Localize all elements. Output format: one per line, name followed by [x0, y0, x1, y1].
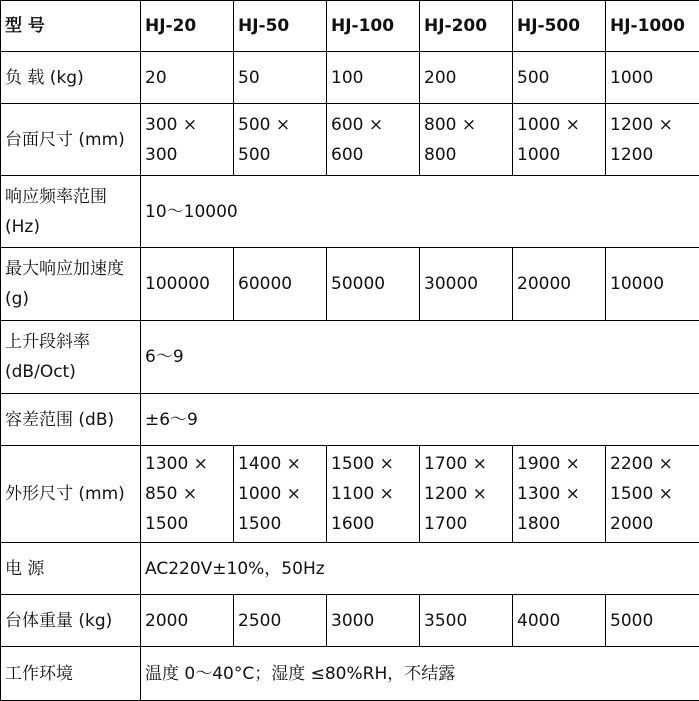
weight-cell: 2500 — [234, 595, 327, 647]
row-label-max-accel: 最大响应加速度 (g) — [1, 248, 141, 321]
header-model: HJ-500 — [513, 1, 606, 52]
row-label-environment: 工作环境 — [1, 647, 141, 701]
weight-cell: 2000 — [141, 595, 234, 647]
row-slope — [1, 321, 699, 394]
row-outer-size — [1, 446, 699, 543]
outer-size-cell: 1700 × 1200 × 1700 — [420, 446, 513, 543]
table-size-cell: 600 × 600 — [327, 104, 420, 176]
max-accel-cell: 20000 — [513, 248, 606, 321]
load-cell: 50 — [234, 52, 327, 104]
row-label-freq-range: 响应频率范围 (Hz) — [1, 176, 141, 248]
table-size-cell: 300 × 300 — [141, 104, 234, 176]
table-size-cell: 1200 × 1200 — [606, 104, 699, 176]
weight-cell: 4000 — [513, 595, 606, 647]
load-cell: 20 — [141, 52, 234, 104]
header-model: HJ-1000 — [606, 1, 699, 52]
row-label-load: 负 载 (kg) — [1, 52, 141, 104]
row-label-table-size: 台面尺寸 (mm) — [1, 104, 141, 176]
row-load — [1, 52, 699, 104]
row-tolerance — [1, 394, 699, 446]
load-cell: 1000 — [606, 52, 699, 104]
outer-size-cell: 1500 × 1100 × 1600 — [327, 446, 420, 543]
row-label-slope: 上升段斜率 (dB/Oct) — [1, 321, 141, 394]
row-table-size — [1, 104, 699, 176]
header-model-label: 型 号 — [1, 1, 141, 52]
tolerance-value: ±6～9 — [141, 394, 699, 446]
weight-cell: 3000 — [327, 595, 420, 647]
header-model: HJ-20 — [141, 1, 234, 52]
row-weight — [1, 595, 699, 647]
max-accel-cell: 60000 — [234, 248, 327, 321]
header-model: HJ-200 — [420, 1, 513, 52]
row-label-power: 电 源 — [1, 543, 141, 595]
outer-size-cell: 1900 × 1300 × 1800 — [513, 446, 606, 543]
row-max-accel — [1, 248, 699, 321]
freq-range-value: 10～10000 — [141, 176, 699, 248]
outer-size-cell: 1400 × 1000 × 1500 — [234, 446, 327, 543]
power-value: AC220V±10%，50Hz — [141, 543, 699, 595]
table-size-cell: 500 × 500 — [234, 104, 327, 176]
weight-cell: 3500 — [420, 595, 513, 647]
load-cell: 200 — [420, 52, 513, 104]
load-cell: 100 — [327, 52, 420, 104]
max-accel-cell: 30000 — [420, 248, 513, 321]
row-model — [1, 1, 699, 52]
max-accel-cell: 50000 — [327, 248, 420, 321]
load-cell: 500 — [513, 52, 606, 104]
row-label-weight: 台体重量 (kg) — [1, 595, 141, 647]
header-model: HJ-100 — [327, 1, 420, 52]
row-label-outer-size: 外形尺寸 (mm) — [1, 446, 141, 543]
table-size-cell: 800 × 800 — [420, 104, 513, 176]
row-environment — [1, 647, 699, 701]
outer-size-cell: 1300 × 850 × 1500 — [141, 446, 234, 543]
max-accel-cell: 100000 — [141, 248, 234, 321]
table-size-cell: 1000 × 1000 — [513, 104, 606, 176]
header-model: HJ-50 — [234, 1, 327, 52]
row-label-tolerance: 容差范围 (dB) — [1, 394, 141, 446]
row-power — [1, 543, 699, 595]
max-accel-cell: 10000 — [606, 248, 699, 321]
slope-value: 6～9 — [141, 321, 699, 394]
row-freq-range — [1, 176, 699, 248]
environment-value: 温度 0～40°C；湿度 ≤80%RH，不结露 — [141, 647, 699, 701]
weight-cell: 5000 — [606, 595, 699, 647]
outer-size-cell: 2200 × 1500 × 2000 — [606, 446, 699, 543]
